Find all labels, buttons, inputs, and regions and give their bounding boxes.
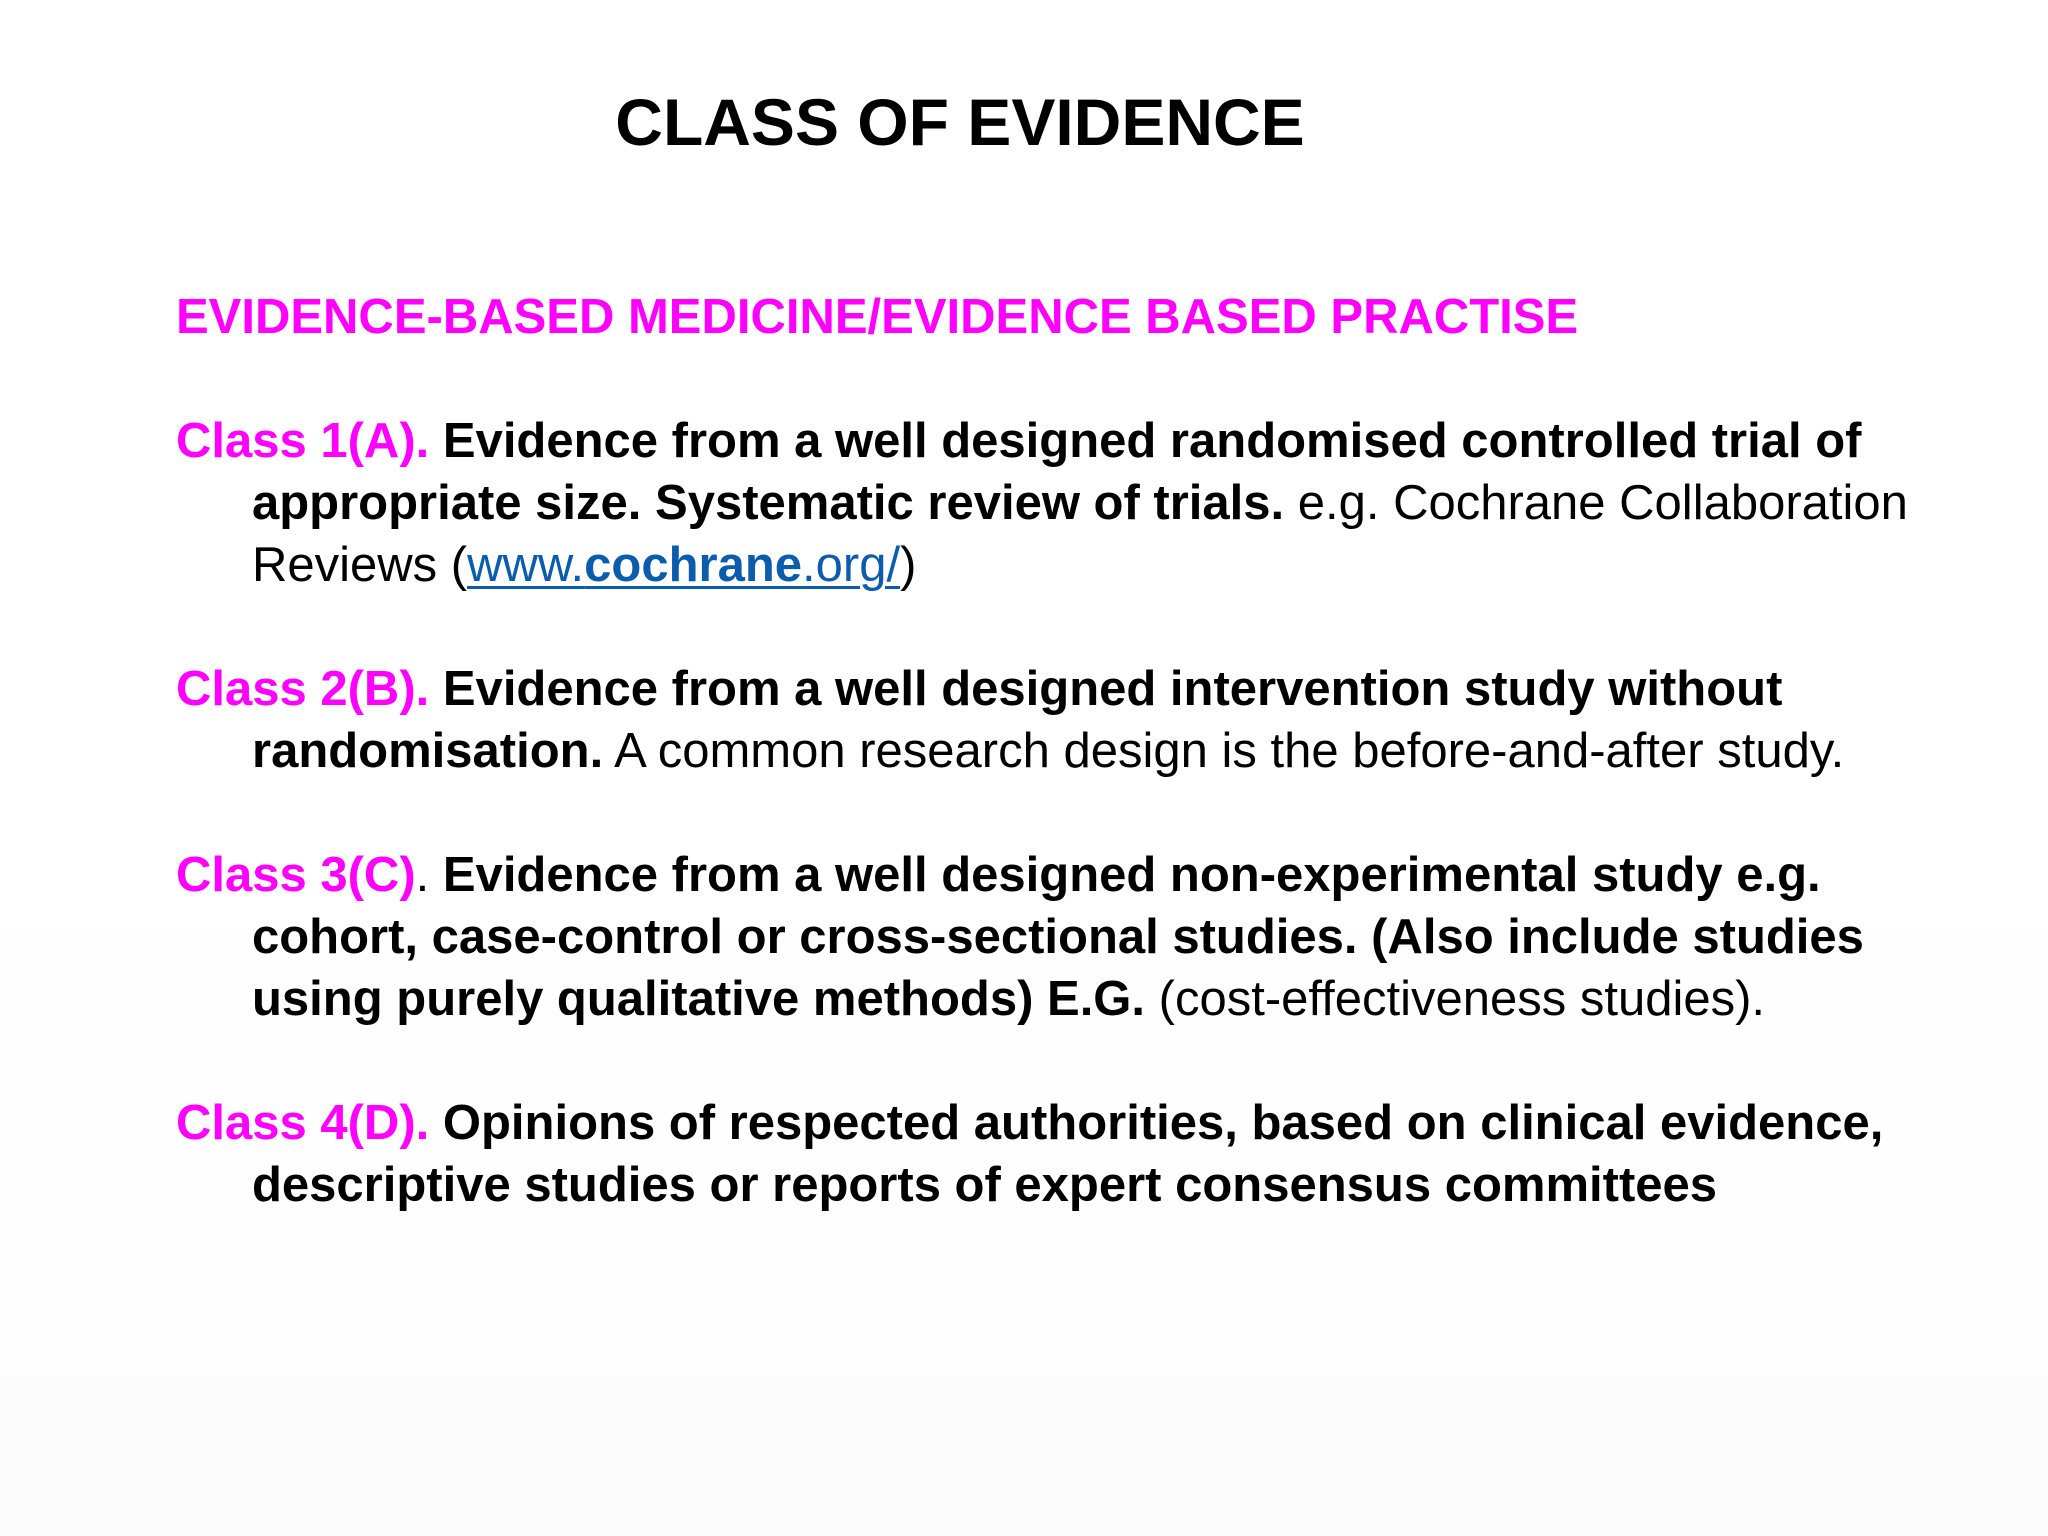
evidence-class-1 <box>176 410 1936 596</box>
class-description-bold: Evidence from a well designed non-experimental study e.g. cohort, case-control or cross-sectional studies. (Also include studies using purely qualitative methods) E.G. <box>252 848 1864 1026</box>
class-description-bold: Evidence from a well designed randomised controlled trial of appropriate size. Systematic review of trials. <box>252 414 1862 530</box>
class-description-bold: Opinions of respected authorities, based on clinical evidence, descriptive studies or reports of expert consensus committees <box>252 1096 1884 1212</box>
evidence-class-3 <box>176 844 1936 1030</box>
class-description-normal: (cost-effectiveness studies). <box>1145 972 1766 1026</box>
closing-paren: ) <box>900 538 917 592</box>
section-subheading: EVIDENCE-BASED MEDICINE/EVIDENCE BASED PRACTISE <box>176 290 1579 344</box>
class-description-normal: e.g. Cochrane Collaboration Reviews ( <box>252 476 1908 592</box>
class-label-dot: . <box>415 848 430 902</box>
link-prefix: www. <box>467 538 585 592</box>
class-description-bold: Evidence from a well designed intervention study without randomisation. <box>252 662 1783 778</box>
link-suffix: .org/ <box>802 538 901 592</box>
class-label: Class 4(D). <box>176 1096 430 1150</box>
link-domain: cochrane <box>584 538 803 592</box>
page-title: CLASS OF EVIDENCE <box>615 85 1305 159</box>
class-label: Class 1(A). <box>176 414 430 468</box>
evidence-class-4 <box>176 1092 1936 1216</box>
class-label: Class 2(B). <box>176 662 430 716</box>
class-description-normal: A common research design is the before-and-after study. <box>603 724 1845 778</box>
evidence-class-2 <box>176 658 1936 782</box>
cochrane-link[interactable] <box>467 538 900 592</box>
slide-body <box>176 286 1936 1216</box>
class-label: Class 3(C) <box>176 848 416 902</box>
